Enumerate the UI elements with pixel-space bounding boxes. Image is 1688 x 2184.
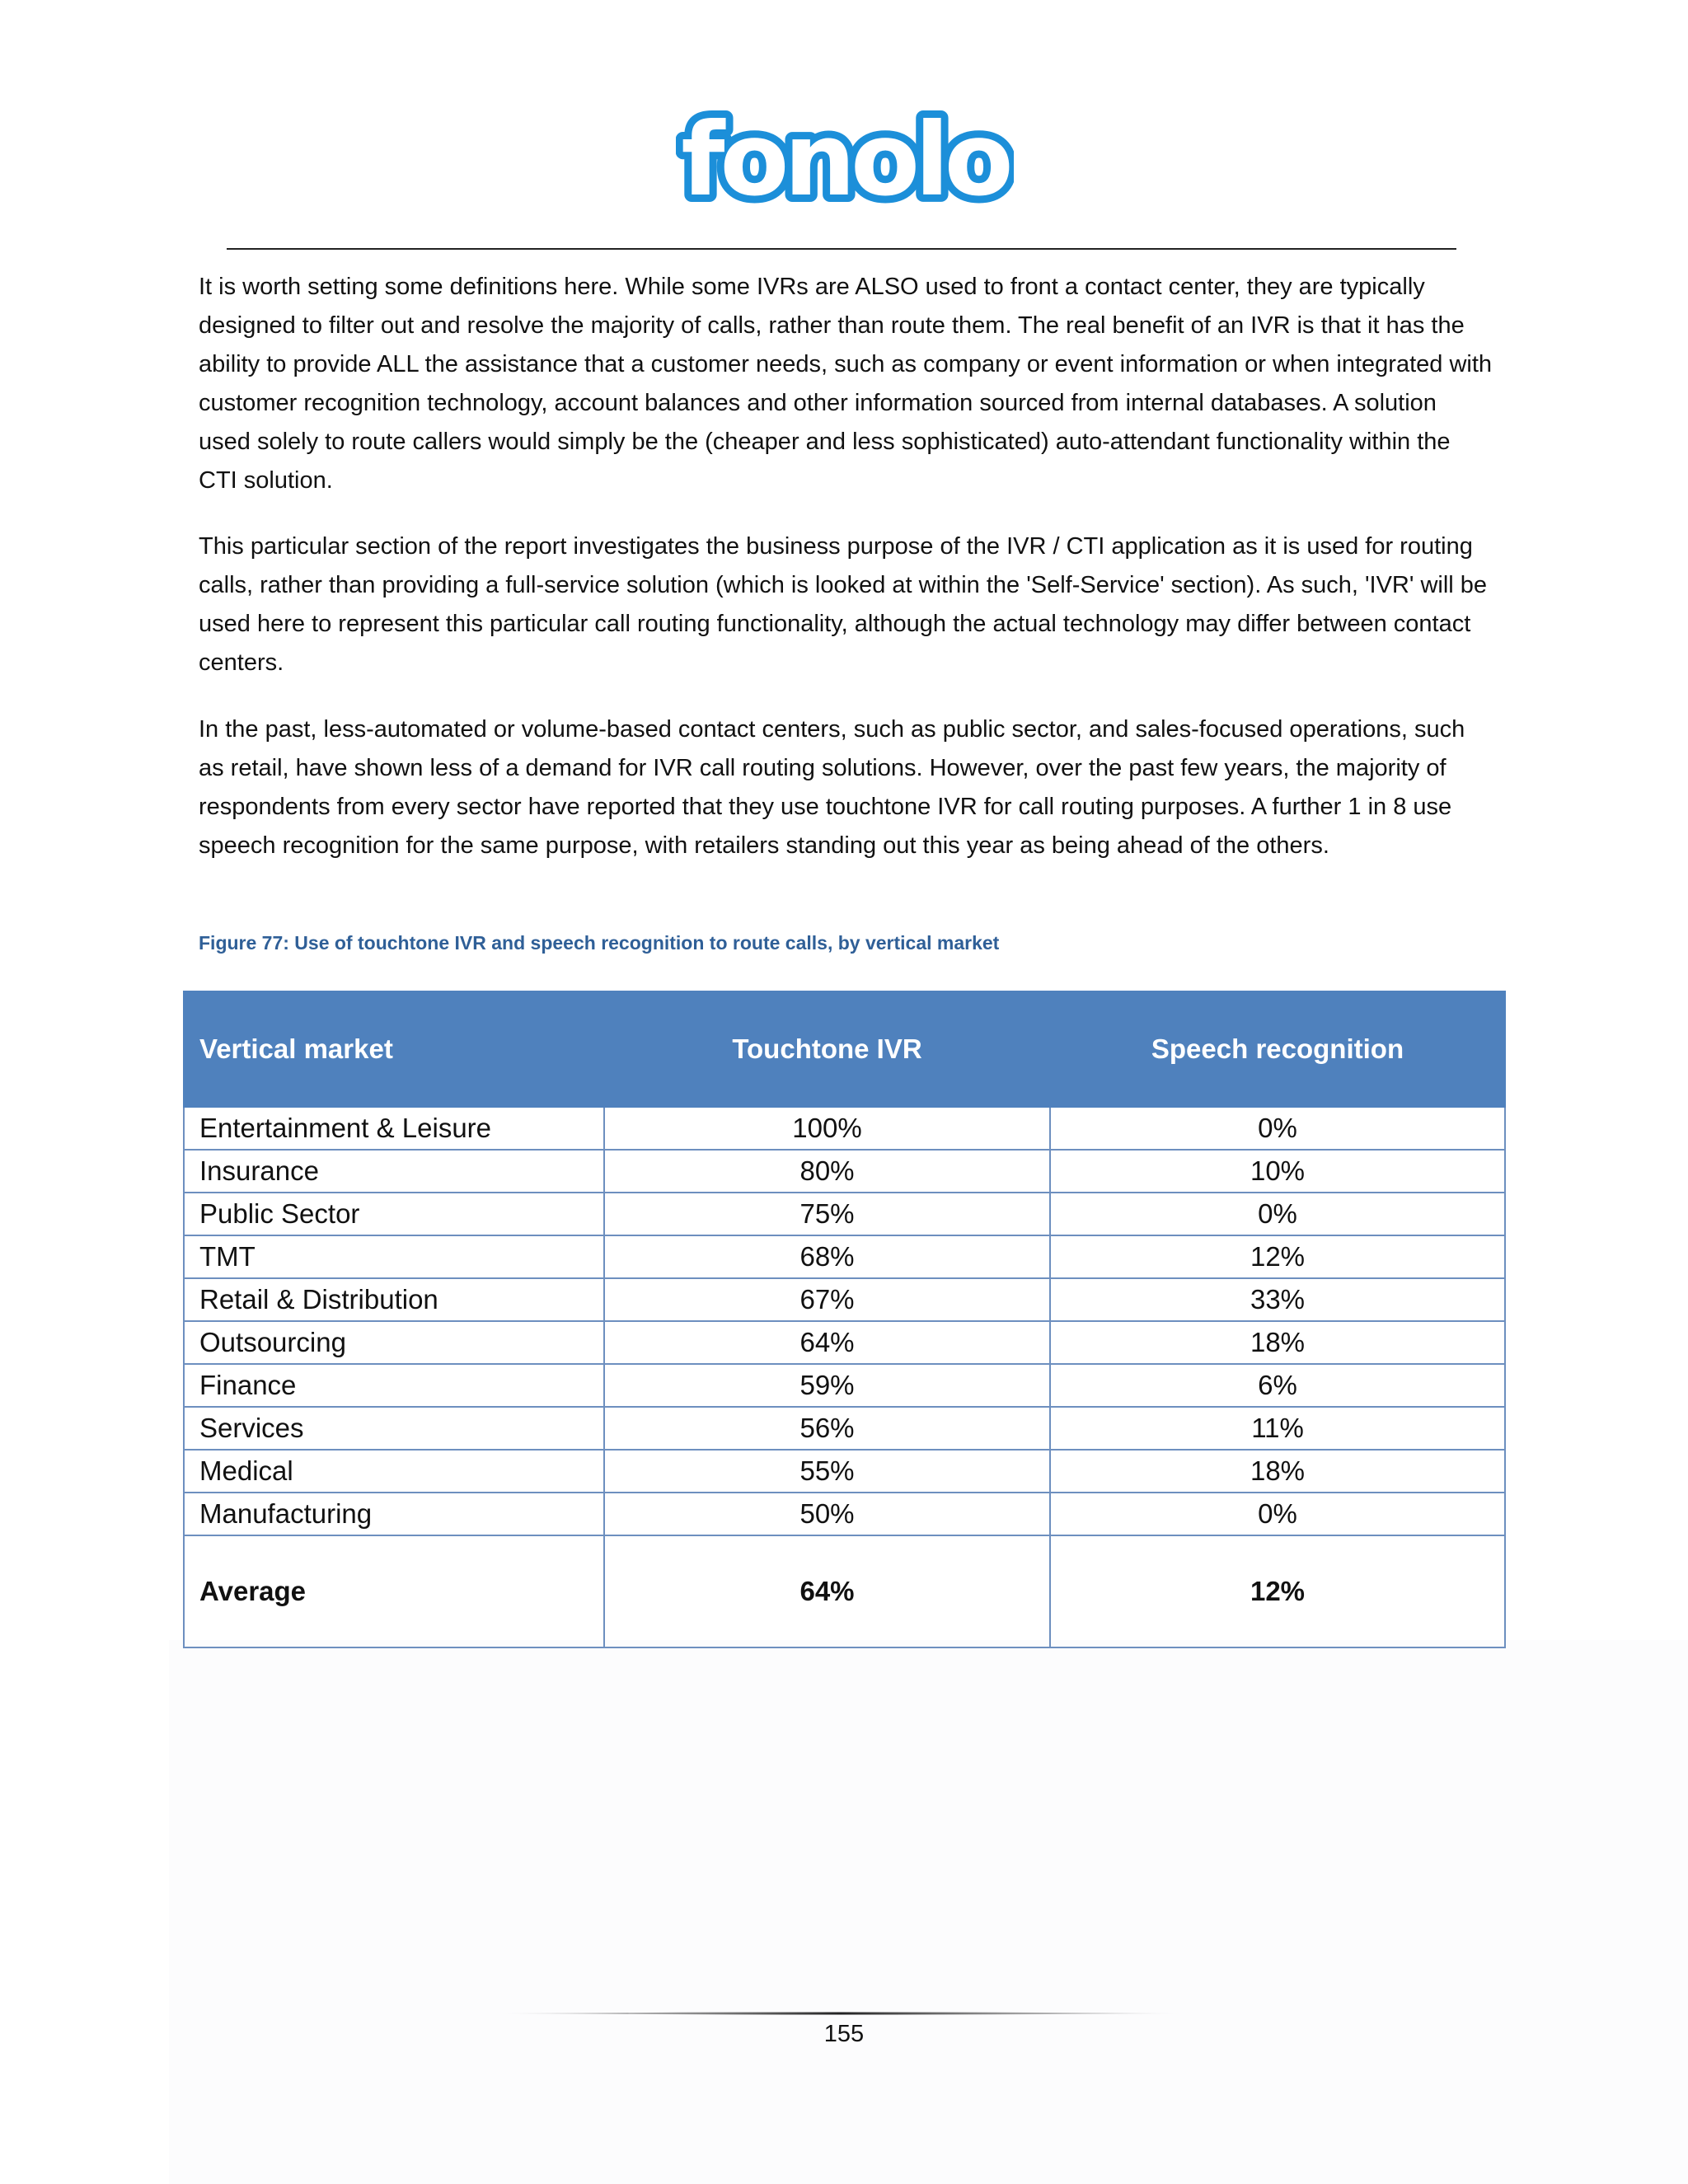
average-label: Average [184, 1535, 604, 1647]
touchtone-value: 55% [604, 1450, 1050, 1493]
page-shade [169, 1640, 1688, 2184]
speech-value: 10% [1050, 1150, 1505, 1193]
table-row [184, 1150, 1505, 1193]
row-label: Manufacturing [184, 1493, 604, 1535]
touchtone-value: 75% [604, 1193, 1050, 1235]
paragraph-past-trends: In the past, less-automated or volume-based contact centers, such as public sector, and sales-focused operations, such as retail, have shown less of a demand for IVR call routing solutions. However, over the past few years, the majority of respondents from every sector have reported that they use touchtone IVR for call routing purposes. A further 1 in 8 use speech recognition for the same purpose, with retailers standing out this year as being ahead of the others. [199, 716, 1465, 859]
logo-text: fonolo [681, 101, 1009, 218]
speech-value: 11% [1050, 1407, 1505, 1450]
table-row [184, 1107, 1505, 1150]
paragraph-section-purpose: This particular section of the report investigates the business purpose of the IVR / CTI application as it is used for routing calls, rather than providing a full-service solution (which is looked at within the 'Self-Service' section). As such, 'IVR' will be used here to represent this particular call routing functionality, although the actual technology may differ between contact centers. [199, 533, 1488, 676]
speech-value: 12% [1050, 1235, 1505, 1278]
speech-value: 6% [1050, 1364, 1505, 1407]
table-row [184, 1321, 1505, 1364]
page-number: 155 [823, 2021, 865, 2047]
header-vertical-market: Vertical market [184, 991, 604, 1107]
table-row [184, 1450, 1505, 1493]
speech-value: 18% [1050, 1450, 1505, 1493]
header-speech-recognition: Speech recognition [1050, 991, 1505, 1107]
speech-value: 0% [1050, 1193, 1505, 1235]
row-label: Medical [184, 1450, 604, 1493]
touchtone-value: 59% [604, 1364, 1050, 1407]
fonolo-logo [676, 89, 1014, 221]
average-speech-value: 12% [1050, 1535, 1505, 1647]
table-row [184, 1278, 1505, 1321]
header-touchtone-ivr: Touchtone IVR [604, 991, 1050, 1107]
row-label: TMT [184, 1235, 604, 1278]
speech-value: 0% [1050, 1107, 1505, 1150]
touchtone-value: 80% [604, 1150, 1050, 1193]
table-row [184, 1193, 1505, 1235]
header-rule [227, 248, 1456, 250]
touchtone-value: 68% [604, 1235, 1050, 1278]
table-row [184, 1407, 1505, 1450]
row-label: Retail & Distribution [184, 1278, 604, 1321]
row-label: Insurance [184, 1150, 604, 1193]
row-label: Entertainment & Leisure [184, 1107, 604, 1150]
speech-value: 0% [1050, 1493, 1505, 1535]
average-touchtone-value: 64% [604, 1535, 1050, 1647]
touchtone-value: 100% [604, 1107, 1050, 1150]
row-label: Outsourcing [184, 1321, 604, 1364]
speech-value: 33% [1050, 1278, 1505, 1321]
touchtone-value: 64% [604, 1321, 1050, 1364]
row-label: Public Sector [184, 1193, 604, 1235]
touchtone-value: 50% [604, 1493, 1050, 1535]
touchtone-value: 67% [604, 1278, 1050, 1321]
speech-value: 18% [1050, 1321, 1505, 1364]
row-label: Services [184, 1407, 604, 1450]
footer-rule [495, 2011, 1187, 2018]
paragraph-definitions: It is worth setting some definitions here. While some IVRs are ALSO used to front a contact center, they are typically designed to filter out and resolve the majority of calls, rather than route them. The real benefit of an IVR is that it has the ability to provide ALL the assistance that a customer needs, such as company or event information or when integrated with customer recognition technology, account balances and other information sourced from internal databases. A solution used solely to route callers would simply be the (cheaper and less sophisticated) auto-attendant functionality within the CTI solution. [199, 274, 1493, 494]
figure-caption: Figure 77: Use of touchtone IVR and speech recognition to route calls, by vertical market [199, 932, 1000, 954]
table-row [184, 1364, 1505, 1407]
table-row [184, 1235, 1505, 1278]
row-label: Finance [184, 1364, 604, 1407]
table-row [184, 1493, 1505, 1535]
table-header-row [184, 991, 1505, 1107]
table-average-row [184, 1535, 1505, 1647]
touchtone-value: 56% [604, 1407, 1050, 1450]
vertical-market-table [183, 991, 1506, 1648]
